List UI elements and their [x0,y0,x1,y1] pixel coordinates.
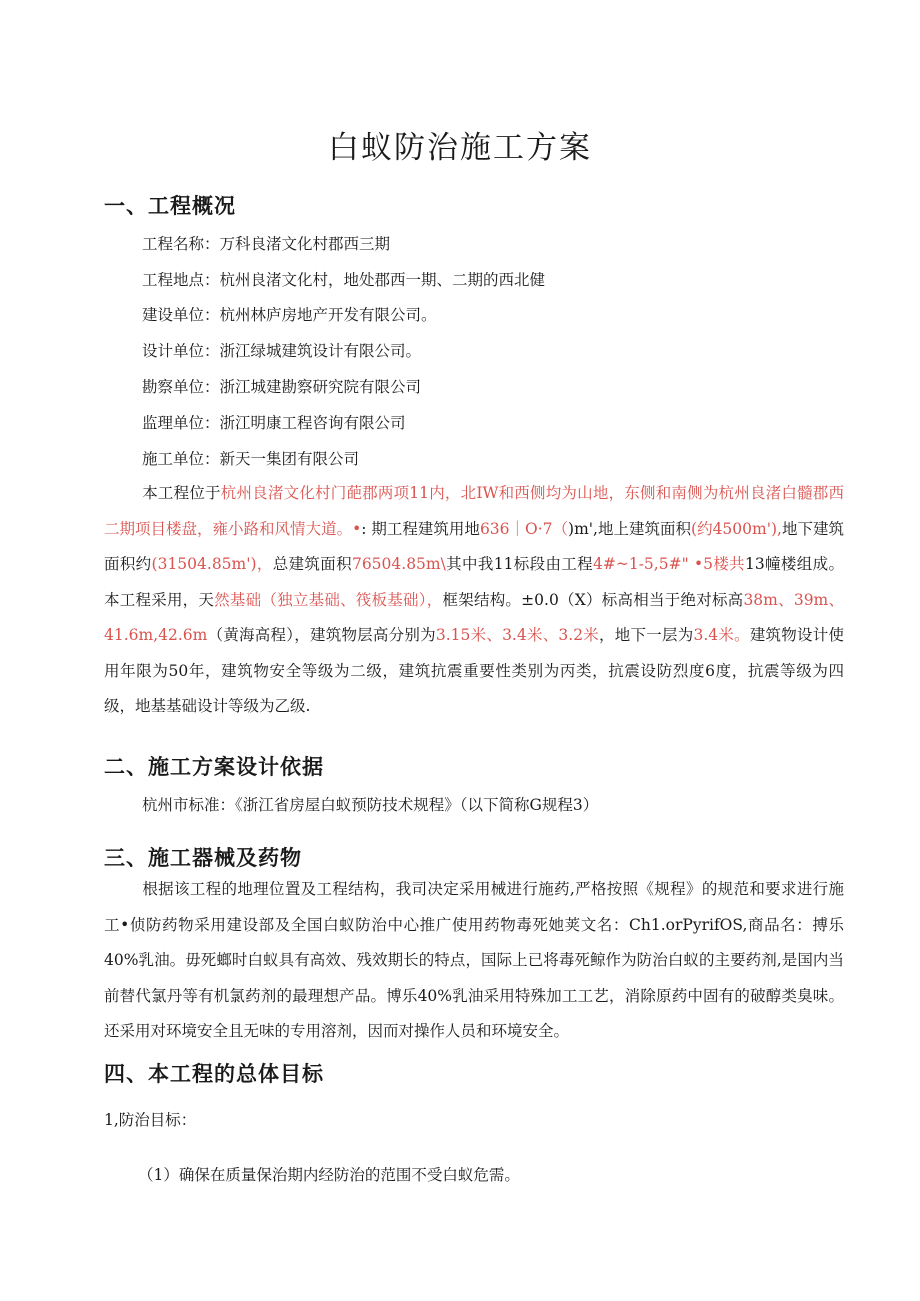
basis-standard: 杭州市标准：《浙江省房屋白蚁预防技术规程》（以下简称G规程3） [142,796,599,814]
desc-part: 13幢楼组成。本工程采用，天 [104,555,844,609]
desc-part: 本工程位于 [142,484,221,502]
goals-label: 1,防治目标： [104,1111,197,1129]
desc-part: ，地下一层为 [599,626,694,644]
equipment-description [104,872,844,1050]
desc-part: 建筑物设计使用年限为50年，建筑物安全等级为二级，建筑抗震重要性类别为丙类，抗震设防烈度6度，抗震等级为四级，地基基础设计等级为乙级. [104,626,844,715]
overview-designer: 设计单位：浙江绿城建筑设计有限公司。 [142,342,422,360]
desc-part: 76504.85m\ [351,555,446,573]
overview-owner: 建设单位：杭州林庐房地产开发有限公司。 [142,306,437,324]
desc-part: 框架结构。±0.0（X）标高相当于绝对标高 [442,590,744,609]
desc-part: 38m、39m、41.6m,42.6m [104,590,844,644]
desc-part: 然基础（独立基础、筏板基础）， [214,590,443,609]
section-heading-overview: 一、工程概况 [104,194,236,218]
desc-part: 4#~1-5,5#" •5楼共 [593,555,746,573]
desc-part: (约4500m'), [691,519,782,538]
section-heading-goals: 四、本工程的总体目标 [104,1062,324,1086]
equipment-text: 根据该工程的地理位置及工程结构，我司决定采用械进行施药,严格按照《规程》的规范和要求进行施工•侦防药物采用建设部及全国白蚁防治中心推广使用药物毒死她荚文名：Ch1.orPyrifOS,商品名：搏乐40%乳油。毋死螂时白蚁具有高效、残效期长的特点，国际上已将毒死鲸作为防治白蚁的主要药剂,是国内当前替代氯丹等有机氯药剂的最理想产品。博乐40%乳油采用特殊加工工艺，消除原药中固有的破醇类臭味。还采用对环境安全且无味的专用溶剂，因而对操作人员和环境安全。 [104,880,844,1040]
desc-part: 3.15米、3.4米、3.2米 [435,626,600,644]
overview-project-location: 工程地点：杭州良渚文化村，地处郡西一期、二期的西北健 [142,271,546,289]
desc-part: (31504.85m')， [151,555,273,573]
overview-supervisor: 监理单位：浙江明康工程咨询有限公司 [142,414,406,432]
overview-surveyor: 勘察单位：浙江城建勘察研究院有限公司 [142,378,422,396]
overview-description [104,476,844,725]
desc-part: （黄海高程），建筑物层高分别为 [207,626,436,644]
desc-part: 636｜O·7（ [479,519,569,538]
desc-part: 3.4米。 [693,626,750,644]
desc-part: 总建筑面积 [272,555,352,573]
document-title: 白蚁防治施工方案 [328,130,592,166]
desc-part: : 期工程建筑用地 [361,519,480,538]
overview-contractor: 施工单位：新天一集团有限公司 [142,450,360,468]
section-heading-equipment: 三、施工器械及药物 [104,846,302,870]
section-heading-basis: 二、施工方案设计依据 [104,755,324,779]
desc-part: 其中我11标段由工程 [445,555,593,573]
desc-part: 地下建筑面积约 [104,519,844,573]
desc-part: )m',地上建筑面积 [568,519,692,538]
desc-part: 杭州良渚文化村门葩郡两项11内，北IW和西侧均为山地，东侧和南侧为杭州良渚白髓郡西二期项目楼盘，雍小路和风情大道。• [104,484,844,538]
goals-item-1: （1）确保在质量保治期内经防治的范围不受白蚁危需。 [138,1166,520,1184]
overview-project-name: 工程名称：万科良渚文化村郡西三期 [142,235,391,253]
